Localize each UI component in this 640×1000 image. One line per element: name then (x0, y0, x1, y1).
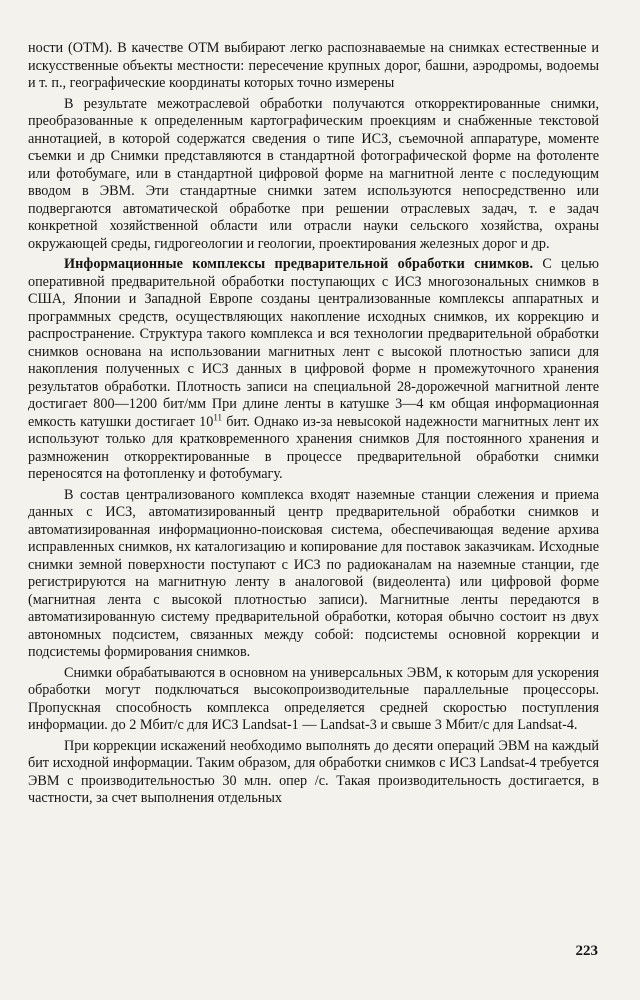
paragraph-5: Снимки обрабатываются в основном на универсальных ЭВМ, к которым для ускорения обработки могут подключаться высокопроизводительные параллельные процессоры. Пропускная способность комплекса определяется средней скоростью поступления информации. до 2 Мбит/с для ИСЗ Landsat-1 — Landsat-3 и свыше 3 Мбит/с для Landsat-4. (28, 664, 599, 733)
paragraph-3-text: С целью оперативной предварительной обработки поступающих с ИСЗ многозональных снимков в США, Японии и Западной Европе созданы централизованные комплексы аппаратных и программных средств, осуществляющих накопление исходных снимков, их коррекцию и распространение. Структура такого комплекса и вся технологии предварительной обработки снимков основана на использовании магнитных лент с высокой плотностью записи для накопления полученных с ИСЗ данных в цифровой форме н промежуточного хранения результатов обработки. Плотность записи на специальной 28-дорожечной магнитной ленте достигает 800—1200 бит/мм При длине ленты в катушке 3—4 км общая информационная емкость катушки достигает 10 (28, 256, 599, 430)
page-number: 223 (575, 943, 598, 959)
section-heading-inline: Информационные комплексы предварительной обработки снимков. (64, 256, 534, 272)
paragraph-1: ности (ОТМ). В качестве ОТМ выбирают легко распознаваемые на снимках естественные и искусственные объекты местности: пересечение крупных дорог, башни, аэродромы, водоемы и т. п., географические координаты которых точно измерены (28, 40, 599, 91)
paragraph-6: При коррекции искажений необходимо выполнять до десяти операций ЭВМ на каждый бит исходной информации. Таким образом, для обработки снимков с ИСЗ Landsat-4 требуется ЭВМ с производительностью 30 млн. опер /с. Такая производительность достигается, в частности, за счет выполнения отдельных (28, 737, 599, 806)
paragraph-4: В состав централизованого комплекса входят наземные станции слежения и приема данных с ИСЗ, автоматизированный центр предварительной обработки снимков и автоматизированная информационно-поисковая система, обеспечивающая ведение архива исправленных снимков, нх каталогизацию и копирование для поставок заказчикам. Исходные снимки земной поверхности поступают с ИСЗ по радиоканалам на наземные станции, где регистрируются на магнитную ленту в аналоговой (видеолента) или цифровой форме (магнитная лента с высокой плотностью записи). Магнитные ленты передаются в автоматизированную систему предварительной обработки, которая обычно состоит нз двух автономных подсистем, связанных между собой: подсистемы основной коррекции и подсистемы формирования снимков. (28, 486, 599, 660)
body-text (28, 40, 599, 808)
paragraph-2: В результате межотраслевой обработки получаются откорректированные снимки, преобразованные к определенным картографическим проекциям и снабженные текстовой аннотацией, в которой содержатся сведения о типе ИСЗ, съемочной аппаратуре, моменте съемки и др Снимки представляются в стандартной фотографической форме на фотоленте или фотобумаге, или в стандартной цифровой форме на магнитной ленте с последующим вводом в ЭВМ. Эти стандартные снимки затем используются непосредственно или подвергаются автоматической обработке при решении отраслевых задач, т. е задач конкретной хозяйственной области или отрасли науки сельского хозяйства, охраны окружающей среды, гидрогеологии и геологии, проектирования железных дорог и др. (28, 95, 599, 252)
paragraph-3 (28, 256, 599, 484)
exponent: 11 (213, 411, 222, 422)
paragraph-3-tail: бит. Однако из-за невысокой надежности магнитных лент их используют только для кратковременного хранения снимков Для постоянного хранения и размноженин откорректированные в процессе предварительной обработки снимки переносятся на фотопленку и фотобумагу. (28, 413, 599, 482)
